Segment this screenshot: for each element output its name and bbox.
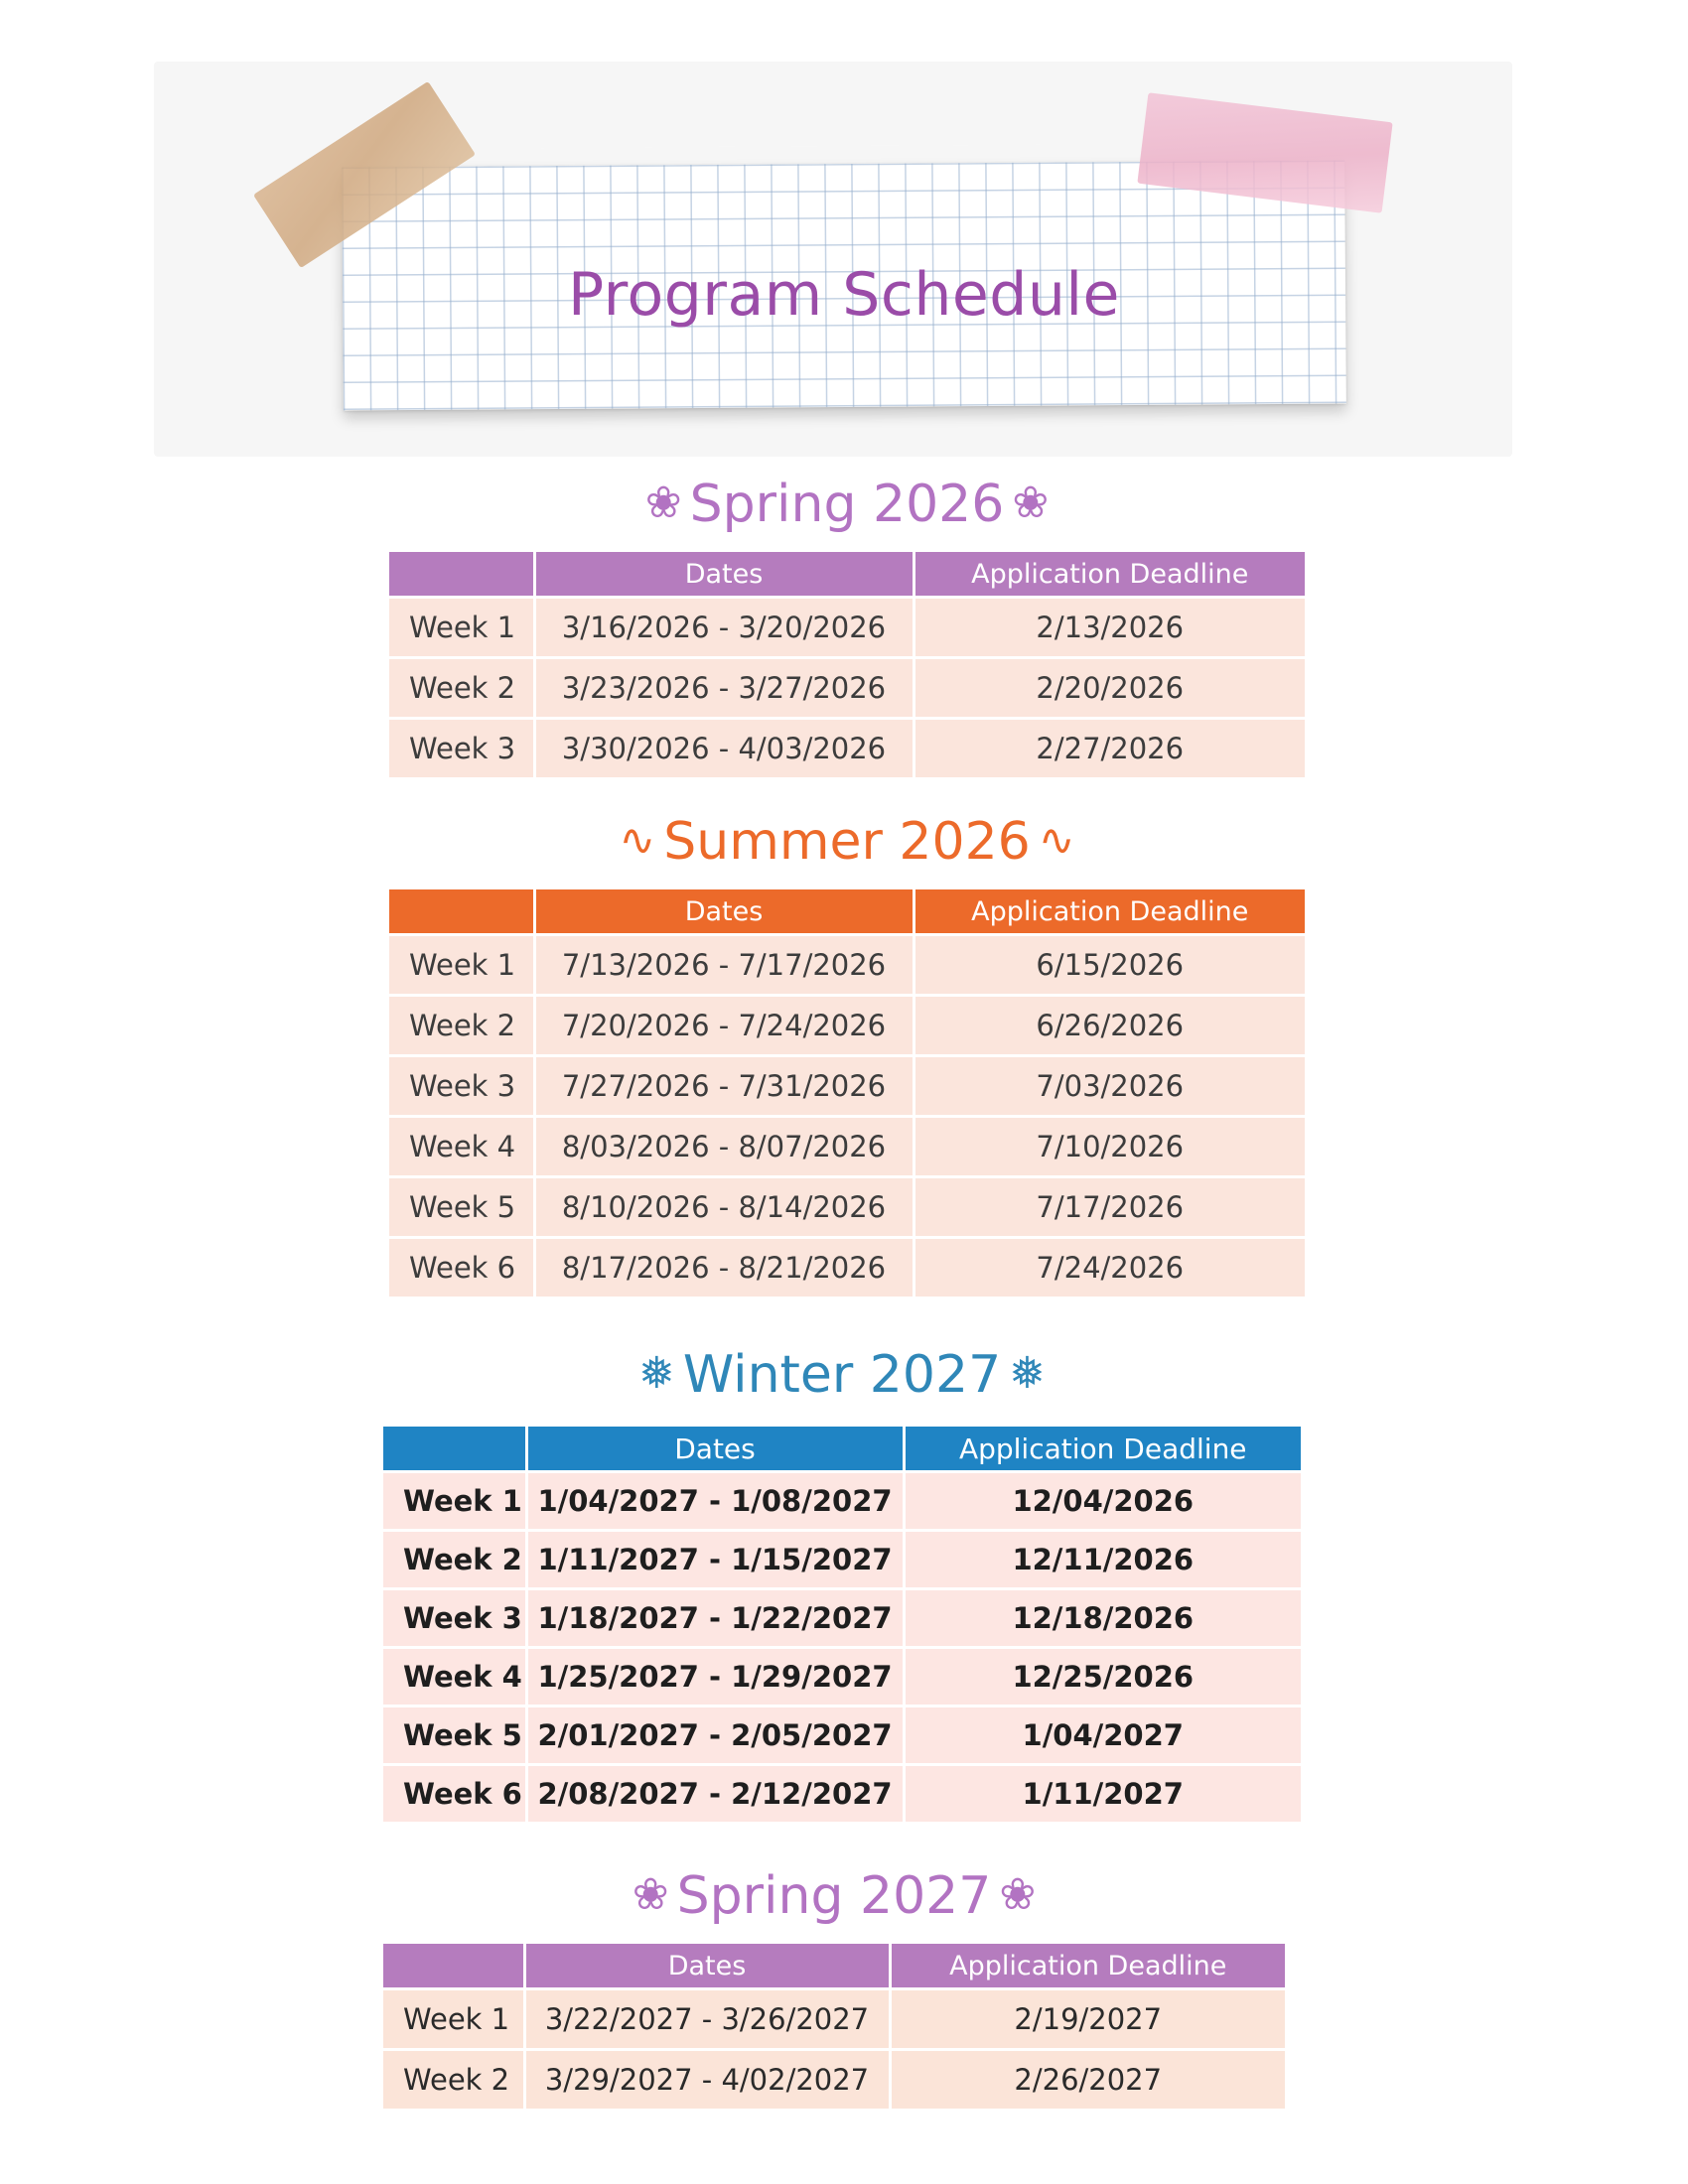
dates-cell: 3/29/2027 - 4/02/2027 [524, 2050, 890, 2110]
dates-cell: 3/16/2026 - 3/20/2026 [534, 598, 914, 658]
column-header-dates: Dates [526, 1427, 904, 1472]
table-row [389, 1117, 1305, 1177]
page-title: Program Schedule [568, 260, 1120, 330]
week-cell: Week 5 [383, 1706, 526, 1765]
deadline-cell: 2/26/2027 [890, 2050, 1285, 2110]
week-cell: Week 6 [389, 1238, 534, 1297]
table-header-row [383, 1427, 1301, 1472]
column-header-week [389, 552, 534, 598]
column-header-dates: Dates [534, 889, 914, 935]
deadline-cell: 6/26/2026 [914, 996, 1305, 1056]
dates-cell: 2/08/2027 - 2/12/2027 [526, 1765, 904, 1823]
week-cell: Week 2 [389, 658, 534, 719]
week-cell: Week 1 [389, 598, 534, 658]
dates-cell: 7/27/2026 - 7/31/2026 [534, 1056, 914, 1117]
schedule-table [389, 889, 1305, 1297]
week-cell: Week 5 [389, 1177, 534, 1238]
season-title [383, 1866, 1285, 1926]
week-cell: Week 1 [383, 1472, 526, 1531]
table-header-row [383, 1944, 1285, 1989]
week-cell: Week 1 [383, 1989, 524, 2050]
column-header-dates: Dates [534, 552, 914, 598]
deadline-cell: 12/11/2026 [904, 1531, 1301, 1589]
dates-cell: 3/30/2026 - 4/03/2026 [534, 719, 914, 778]
table-row [389, 598, 1305, 658]
table-row [389, 935, 1305, 996]
table-header-row [389, 889, 1305, 935]
snowflake-icon: ❅ [1009, 1348, 1047, 1399]
season-title-text: Spring 2026 [689, 475, 1005, 534]
week-cell: Week 4 [389, 1117, 534, 1177]
season-title [389, 475, 1305, 534]
table-row [389, 1177, 1305, 1238]
schedule-table [383, 1427, 1301, 1822]
table-row [383, 1648, 1301, 1706]
deadline-cell: 7/24/2026 [914, 1238, 1305, 1297]
deadline-cell: 2/13/2026 [914, 598, 1305, 658]
week-cell: Week 1 [389, 935, 534, 996]
dates-cell: 3/23/2026 - 3/27/2026 [534, 658, 914, 719]
deadline-cell: 12/18/2026 [904, 1589, 1301, 1648]
table-row [383, 1472, 1301, 1531]
deadline-cell: 12/04/2026 [904, 1472, 1301, 1531]
deadline-cell: 2/20/2026 [914, 658, 1305, 719]
deadline-cell: 12/25/2026 [904, 1648, 1301, 1706]
table-row [383, 1531, 1301, 1589]
week-cell: Week 2 [383, 2050, 524, 2110]
dates-cell: 1/25/2027 - 1/29/2027 [526, 1648, 904, 1706]
table-row [389, 1238, 1305, 1297]
column-header-week [383, 1427, 526, 1472]
dates-cell: 1/04/2027 - 1/08/2027 [526, 1472, 904, 1531]
table-row [383, 1706, 1301, 1765]
table-row [389, 719, 1305, 778]
schedule-table [383, 1944, 1285, 2109]
column-header-dates: Dates [524, 1944, 890, 1989]
flower-icon: ❀ [1012, 478, 1050, 528]
week-cell: Week 2 [389, 996, 534, 1056]
wave-icon: ∿ [1038, 815, 1075, 866]
column-header-deadline: Application Deadline [890, 1944, 1285, 1989]
dates-cell: 3/22/2027 - 3/26/2027 [524, 1989, 890, 2050]
flower-icon: ❀ [999, 1869, 1037, 1920]
column-header-week [383, 1944, 524, 1989]
wave-icon: ∿ [619, 815, 656, 866]
deadline-cell: 1/04/2027 [904, 1706, 1301, 1765]
column-header-deadline: Application Deadline [904, 1427, 1301, 1472]
deadline-cell: 7/03/2026 [914, 1056, 1305, 1117]
table-row [389, 996, 1305, 1056]
table-row [389, 658, 1305, 719]
week-cell: Week 3 [389, 1056, 534, 1117]
flower-icon: ❀ [644, 478, 682, 528]
deadline-cell: 6/15/2026 [914, 935, 1305, 996]
column-header-deadline: Application Deadline [914, 889, 1305, 935]
column-header-week [389, 889, 534, 935]
table-row [383, 1989, 1285, 2050]
flower-icon: ❀ [632, 1869, 669, 1920]
week-cell: Week 2 [383, 1531, 526, 1589]
dates-cell: 1/11/2027 - 1/15/2027 [526, 1531, 904, 1589]
dates-cell: 8/10/2026 - 8/14/2026 [534, 1177, 914, 1238]
week-cell: Week 6 [383, 1765, 526, 1823]
season-title-text: Spring 2027 [676, 1866, 992, 1926]
dates-cell: 7/20/2026 - 7/24/2026 [534, 996, 914, 1056]
season-title [383, 1345, 1301, 1405]
season-title-text: Winter 2027 [682, 1345, 1002, 1405]
table-row [383, 1765, 1301, 1823]
snowflake-icon: ❅ [637, 1348, 675, 1399]
week-cell: Week 3 [389, 719, 534, 778]
week-cell: Week 3 [383, 1589, 526, 1648]
deadline-cell: 7/10/2026 [914, 1117, 1305, 1177]
deadline-cell: 1/11/2027 [904, 1765, 1301, 1823]
season-spring-2026 [389, 475, 1305, 770]
table-row [383, 2050, 1285, 2110]
deadline-cell: 2/27/2026 [914, 719, 1305, 778]
season-spring-2027 [383, 1866, 1285, 2115]
dates-cell: 1/18/2027 - 1/22/2027 [526, 1589, 904, 1648]
season-title [389, 812, 1305, 872]
schedule-table [389, 552, 1305, 777]
season-winter-2027 [383, 1345, 1301, 1828]
dates-cell: 8/03/2026 - 8/07/2026 [534, 1117, 914, 1177]
table-header-row [389, 552, 1305, 598]
dates-cell: 2/01/2027 - 2/05/2027 [526, 1706, 904, 1765]
table-row [383, 1589, 1301, 1648]
table-row [389, 1056, 1305, 1117]
season-summer-2026 [389, 812, 1305, 1298]
season-title-text: Summer 2026 [663, 812, 1031, 872]
dates-cell: 8/17/2026 - 8/21/2026 [534, 1238, 914, 1297]
deadline-cell: 2/19/2027 [890, 1989, 1285, 2050]
week-cell: Week 4 [383, 1648, 526, 1706]
deadline-cell: 7/17/2026 [914, 1177, 1305, 1238]
column-header-deadline: Application Deadline [914, 552, 1305, 598]
dates-cell: 7/13/2026 - 7/17/2026 [534, 935, 914, 996]
